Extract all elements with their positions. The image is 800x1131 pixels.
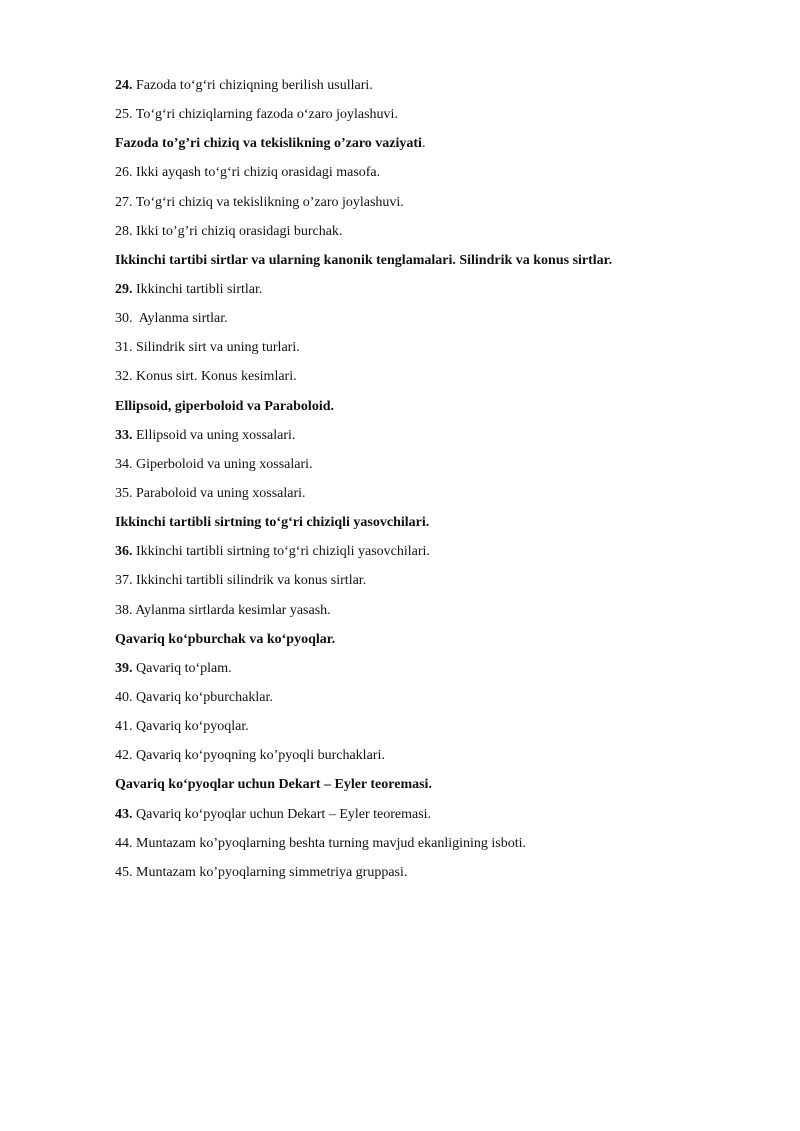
- list-item-number: 33.: [115, 427, 133, 443]
- section-heading-text: Ellipsoid, giperboloid va Paraboloid.: [115, 398, 334, 414]
- list-item-text: Konus sirt. Konus kesimlari.: [132, 369, 297, 385]
- list-item-text: Ikkinchi tartibli sirtlar.: [132, 281, 263, 297]
- list-item-text: Qavariq ko‘pyoqlar uchun Dekart – Eyler teoremasi.: [132, 806, 432, 822]
- list-item: [115, 455, 735, 475]
- list-item: [115, 863, 735, 883]
- section-heading-text: Qavariq ko‘pburchak va ko‘pyoqlar.: [115, 631, 336, 647]
- list-item-text: Fazoda to‘g‘ri chiziqning berilish usullari.: [132, 78, 373, 93]
- list-item: [115, 688, 735, 708]
- list-item: [115, 805, 735, 825]
- list-item-text: To‘g‘ri chiziqlarning fazoda o‘zaro joylashuvi.: [132, 107, 398, 123]
- list-item: [115, 746, 735, 766]
- list-item: [115, 222, 735, 242]
- list-item-number: 25.: [115, 107, 133, 123]
- list-item: [115, 163, 735, 183]
- list-item-text: Muntazam ko’pyoqlarning beshta turning mavjud ekanligining isboti.: [132, 835, 526, 851]
- list-item-number: 41.: [115, 719, 133, 735]
- list-item-number: 45.: [115, 864, 133, 880]
- list-item-number: 28.: [115, 223, 133, 239]
- list-item: [115, 659, 735, 679]
- list-item-number: 34.: [115, 456, 133, 472]
- list-item-number: 38.: [115, 602, 133, 618]
- list-item-text: Qavariq ko‘pyoqlar.: [132, 719, 249, 735]
- list-item: [115, 542, 735, 562]
- list-item-text: Muntazam ko’pyoqlarning simmetriya gruppasi.: [132, 864, 408, 880]
- list-item-number: 24.: [115, 78, 133, 93]
- list-item: [115, 601, 735, 621]
- list-item: [115, 367, 735, 387]
- list-item: [115, 193, 735, 213]
- list-item-number: 26.: [115, 165, 133, 181]
- list-item-text: Qavariq ko‘pburchaklar.: [132, 689, 273, 705]
- list-item-number: 35.: [115, 485, 133, 501]
- list-item-text: Ikki ayqash to‘g‘ri chiziq orasidagi masofa.: [132, 165, 381, 181]
- list-item: [115, 280, 735, 300]
- list-item-text: To‘g‘ri chiziq va tekislikning o’zaro joylashuvi.: [132, 194, 404, 210]
- list-item-text: Ikki to’g’ri chiziq orasidagi burchak.: [132, 223, 343, 239]
- list-item-text: Qavariq ko‘pyoqning ko’pyoqli burchaklari.: [132, 748, 385, 764]
- list-item: [115, 834, 735, 854]
- section-heading: [115, 630, 735, 650]
- list-item-number: 29.: [115, 281, 133, 297]
- list-item-text: Ikkinchi tartibli sirtning to‘g‘ri chiziqli yasovchilari.: [132, 544, 430, 560]
- list-item-number: 42.: [115, 748, 133, 764]
- list-item-number: 36.: [115, 544, 133, 560]
- section-heading: [115, 397, 735, 417]
- list-item-text: Qavariq to‘plam.: [132, 660, 232, 676]
- list-item-text: Giperboloid va uning xossalari.: [132, 456, 313, 472]
- list-item-number: 43.: [115, 806, 133, 822]
- list-item-text: Silindrik sirt va uning turlari.: [132, 340, 300, 356]
- list-item: [115, 76, 735, 96]
- list-item-number: 44.: [115, 835, 133, 851]
- list-item-text: Aylanma sirtlarda kesimlar yasash.: [132, 602, 331, 618]
- section-heading-text: Ikkinchi tartibi sirtlar va ularning kanonik tenglamalari. Silindrik va konus sirtlar.: [115, 252, 613, 268]
- list-item: [115, 309, 735, 329]
- section-heading: [115, 251, 735, 271]
- list-item-number: 40.: [115, 689, 133, 705]
- list-item-text: Ikkinchi tartibli silindrik va konus sirtlar.: [132, 573, 367, 589]
- list-item-number: 31.: [115, 340, 133, 356]
- section-heading-text: Fazoda to’g’ri chiziq va tekislikning o’zaro vaziyati: [115, 136, 422, 152]
- list-item-number: 30.: [115, 311, 133, 327]
- section-heading: [115, 775, 735, 795]
- list-item-number: 27.: [115, 194, 133, 210]
- document-page: [115, 76, 735, 892]
- list-item-text: Ellipsoid va uning xossalari.: [132, 427, 296, 443]
- list-item: [115, 105, 735, 125]
- list-item-number: 37.: [115, 573, 133, 589]
- section-heading: [115, 513, 735, 533]
- list-item: [115, 484, 735, 504]
- list-item: [115, 426, 735, 446]
- list-item: [115, 717, 735, 737]
- section-heading-text: Qavariq ko‘pyoqlar uchun Dekart – Eyler teoremasi.: [115, 777, 432, 793]
- section-heading: [115, 134, 735, 154]
- list-item-number: 39.: [115, 660, 133, 676]
- list-item: [115, 571, 735, 591]
- list-item-text: Aylanma sirtlar.: [132, 311, 228, 327]
- section-heading-suffix: .: [421, 136, 426, 152]
- list-item-number: 32.: [115, 369, 133, 385]
- section-heading-text: Ikkinchi tartibli sirtning to‘g‘ri chiziqli yasovchilari.: [115, 515, 430, 531]
- list-item-text: Paraboloid va uning xossalari.: [132, 485, 306, 501]
- list-item: [115, 338, 735, 358]
